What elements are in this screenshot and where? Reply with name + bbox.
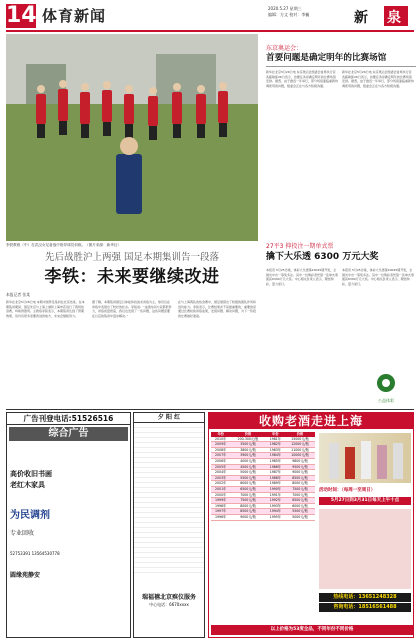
table-cell: 2006年 [211,458,230,464]
table-cell: 1981年 [266,437,285,442]
table-cell: 4000元/瓶 [230,458,265,464]
right-mid-body-col-1: 本报讯 5月25日晚，体彩大乐透第20045期开奖，全国共中出一等奖多注。其中一位购彩者凭借一张单式票揽获6300万元大奖。中心相关负责人表示，理性购彩，量力而行。 [266,268,338,286]
svg-text:新: 新 [354,10,368,26]
promo-time: 活动时间：（每周一至周日） [319,488,376,493]
right-mid-body-col-2: 本报讯 5月25日晚，体彩大乐透第20045期开奖，全国共中出一等奖多注。其中一位购彩者凭借一张单式票揽获6300万元大奖。中心相关负责人表示，理性购彩，量力而行。 [342,268,414,286]
table-cell: 15000元/瓶 [285,437,315,442]
story-body-col-2: 据了解，本期集训国足以体能和技战术训练为主，球员们在训练中表现出了较好的状态。李铁说：“这段时间大家都很努力，训练质量很高，我们也发现了一些问题，这些问题需要在以后的集训中逐步解决。” [92,300,172,318]
table-cell: 2008年 [211,447,230,453]
liquor-table-body [211,437,315,520]
table-cell: 2002年 [211,481,230,487]
table-cell: 12000元/瓶 [285,442,315,448]
table-cell: 2009年 [211,442,230,448]
promo-details [319,509,411,589]
table-cell: 1994年 [266,509,285,515]
table-cell: 6000元/瓶 [230,481,265,487]
table-cell: 1983年 [266,447,285,453]
issue-date: 2020.5.27 星期三 [268,6,302,11]
table-header: 年份 [272,432,279,436]
story-lead: 先后战胜沪上两强 国足本期集训告一段落 [44,252,220,263]
ad-phone-title: 广告刊登电话:51526516 [7,413,130,425]
table-cell: 6500元/瓶 [230,486,265,492]
ad-item-1: 高价收旧书画 [10,470,52,478]
table-header: 价格 [296,432,304,436]
hotline: 热线电话：13651248328 [319,593,411,602]
right-top-headline: 首要问题是确定明年的比赛场馆 [266,53,387,63]
mid-ad-title: 夕 阳 红 [134,413,204,423]
liquor-ad-panel [208,412,414,638]
table-cell: 1989年 [266,481,285,487]
table-cell: 2010年 [211,437,230,442]
table-cell: 8500元/瓶 [230,509,265,515]
table-cell: 3800元/瓶 [230,447,265,453]
table-cell: 4500元/瓶 [230,464,265,470]
table-cell: 2007年 [211,453,230,459]
liquor-bottle-image [319,433,411,483]
ad-divider [6,409,414,410]
table-cell: 3900元/瓶 [230,453,265,459]
editor-line: 编辑：方文 校对：李巍 [268,12,310,17]
table-header: 年份 [217,432,224,436]
liquor-ad-title: 收购老酒走进上海 [209,413,413,429]
table-cell: 8000元/瓶 [285,481,315,487]
table-cell: 2004年 [211,470,230,476]
lottery-stamp [366,372,406,404]
table-cell: 1986年 [266,464,285,470]
table-cell: 8000元/瓶 [230,503,265,509]
lottery-stamp-label: 公益体彩 [378,398,394,403]
table-cell: 1984年 [266,453,285,459]
table-cell: 200-300元/瓶 [230,437,265,442]
story-headline: 李铁：未来要继续改进 [44,267,220,287]
table-cell: 5000元/瓶 [230,470,265,476]
phone-2: 咨询电话：18516561488 [319,603,411,612]
ad-banner: 综合广告 [9,427,128,441]
table-cell: 1987年 [266,470,285,476]
table-cell: 1990年 [266,486,285,492]
table-cell: 1992年 [266,498,285,504]
memorial-ad-panel [133,412,205,638]
table-cell: 5000元/瓶 [285,514,315,520]
table-cell: 1998年 [211,503,230,509]
ad-item-4: 专业回收 [10,530,35,537]
mid-ad-text: 瑞福禧北京殡仪服务 [141,594,196,601]
story-body-col-3: 在与上海两队的热身赛中，国足展现出了较强的团队作风和进攻能力。李铁表示，比赛结果并不是最重要的，重要的是通过比赛检验训练成果，发现问题、解决问题，为下一阶段的比赛做好准备。 [178,300,257,318]
table-cell: 9800元/瓶 [285,458,315,464]
right-mid-kicker: 27平3 抑投注一期单式票 [266,243,334,250]
table-cell: 10000元/瓶 [285,453,315,459]
header-rule [6,30,414,32]
table-cell: 6000元/瓶 [285,503,315,509]
table-cell: 11000元/瓶 [285,447,315,453]
story-byline: 本报记者 张某 [6,292,30,297]
right-mid-headline: 擒下大乐透 6300 万元大奖 [266,252,379,262]
section-title: 体育新闻 [42,7,107,25]
story-body-col-1: 新华社北京5月26日电 本期中国男足集训在北京结束。在本期集训期间，国足先后与上海上港和上海申花进行了两场热身赛，均取得胜利。主教练李铁表示，本期集训达到了预期效果，但仍有很多需要改进的地方，未来会继续努力。 [6,300,85,318]
svg-text:泉: 泉 [387,10,401,26]
photo-caption: 李铁教练（中）在武汉女足备战中指导球员训练。（图片来源：新华社） [6,243,121,247]
table-cell: 1982年 [266,442,285,448]
ad-phone: 52753391 13564530778 [10,551,60,556]
table-cell: 7500元/瓶 [285,486,315,492]
table-cell: 1985年 [266,458,285,464]
table-cell: 9500元/瓶 [285,464,315,470]
classified-ad-panel [6,412,131,638]
right-top-kicker: 东京奥运会： [266,45,303,52]
newspaper-logo [352,4,412,28]
mid-ad-listings [134,423,204,573]
promo-dates: 5月27日到3月31日每天上午十点 [319,497,411,505]
liquor-price-table [211,432,315,521]
table-cell: 2003年 [211,475,230,481]
table-cell: 1997年 [211,509,230,515]
table-cell: 9000元/瓶 [285,470,315,476]
page-number: 14 [6,3,37,28]
ad-item-2: 老红木家具 [10,481,45,489]
table-cell: 1995年 [266,514,285,520]
lottery-logo-icon [366,372,406,394]
table-cell: 5500元/瓶 [230,475,265,481]
table-cell: 6500元/瓶 [285,498,315,504]
table-cell: 1988年 [266,475,285,481]
table-cell: 2001年 [211,486,230,492]
table-cell: 3500元/瓶 [230,442,265,448]
table-cell: 7500元/瓶 [230,498,265,504]
training-photo [6,34,258,241]
mid-ad-phone: 中心电话：6670xxxx [149,602,189,607]
table-cell: 8500元/瓶 [285,475,315,481]
table-cell: 1993年 [266,503,285,509]
table-cell: 7000元/瓶 [285,492,315,498]
table-cell: 1991年 [266,492,285,498]
table-cell: 1999年 [211,498,230,504]
table-cell: 1996年 [211,514,230,520]
table-row [211,514,315,520]
table-cell: 9000元/瓶 [230,514,265,520]
right-top-body-col-2: 新华社北京5月26日电 东京奥运会组委会首席执行官武藤敏郎26日表示，首要任务是确定明年的比赛场馆安排。据悉，由于推迟一年举行，部分场馆面临重新协调使用的问题，组委会正在与各方积极沟通。 [342,70,414,88]
table-cell: 7000元/瓶 [230,492,265,498]
table-cell: 5500元/瓶 [285,509,315,515]
table-cell: 2005年 [211,464,230,470]
ad-note: 以上价格为53度全品，不同年份不同价格 [211,625,413,635]
divider [266,66,416,67]
table-cell: 2000年 [211,492,230,498]
table-header: 价格 [244,432,252,436]
right-top-body-col-1: 新华社北京5月26日电 东京奥运会组委会首席执行官武藤敏郎26日表示，首要任务是确定明年的比赛场馆安排。据悉，由于推迟一年举行，部分场馆面临重新协调使用的问题，组委会正在与各方积极沟通。 [266,70,338,88]
ad-item-5: 圆缘苑静安 [10,572,41,579]
ad-item-3: 为民调剂 [10,510,50,521]
